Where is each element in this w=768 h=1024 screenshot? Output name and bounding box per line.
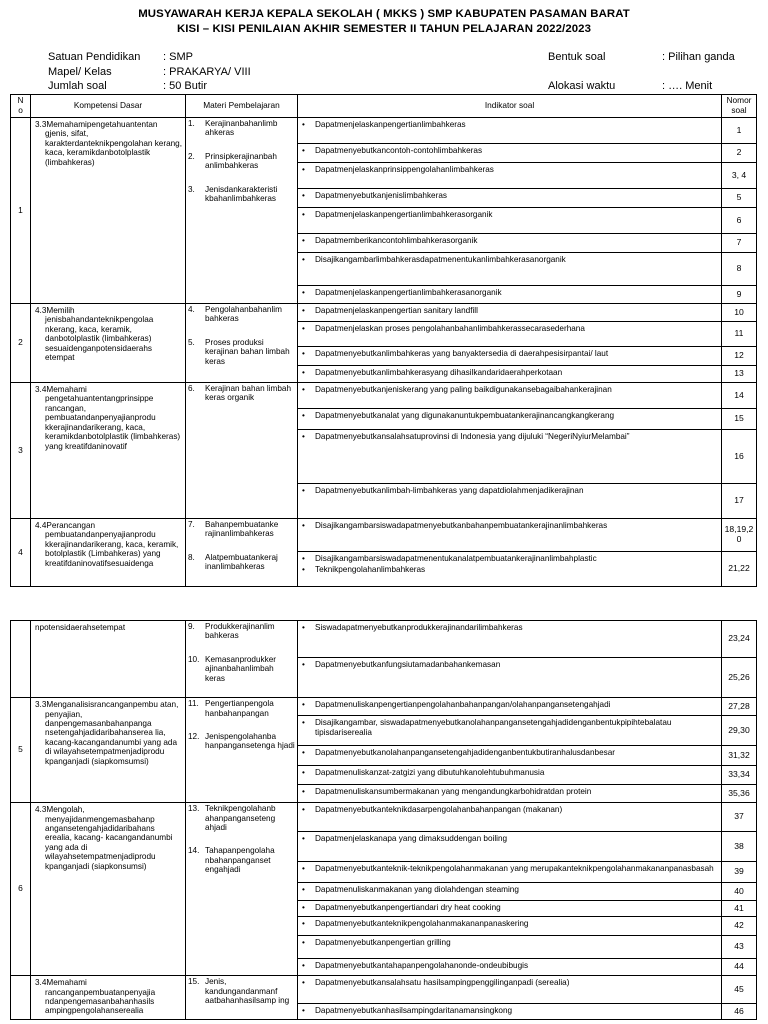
nomor-soal: 29,30 [722,716,757,746]
indikator-cell [298,917,722,936]
bullet-icon: • [302,521,305,530]
indikator-cell [298,1003,722,1020]
indikator-text: Dapatmenuliskanpengertianpengolahanbahanpangan/olahanpangansetengahjadi [315,700,611,710]
bullet-icon: • [302,288,305,297]
indikator-cell [298,234,722,253]
materi-cell [186,803,298,976]
indikator-item [302,366,719,377]
nomor-soal: 8 [722,253,757,286]
materi-cell [186,976,298,1020]
indikator-cell [298,901,722,917]
indikator-cell [298,746,722,766]
materi-text: Produkkerajinanlim bahkeras [205,622,275,641]
kompetensi-dasar-cell [31,383,186,519]
bullet-icon: • [302,768,305,778]
bullet-icon: • [302,787,305,797]
nomor-soal: 42 [722,917,757,936]
indikator-item [302,698,719,709]
indikator-cell [298,118,722,144]
nomor-soal: 38 [722,832,757,862]
table-header-row [11,95,757,118]
indikator-cell [298,409,722,430]
indikator-text: Disajikangambarlimbahkerasdapatmenentukanlimbahkerasanorganik [315,255,566,264]
indikator-item [302,163,719,174]
bentuk-value: : Pilihan ganda [662,51,735,63]
jumlah-value: : 50 Butir [163,80,208,92]
column-header-no: N o [11,95,31,118]
indikator-item [302,658,719,669]
kompetensi-dasar-text: 3.3Menganalisisrancanganpembu atan, penyajian, danpengemasanbahanpanga nsetengahjadidaribahanserea lia, kacang-kacangandanumbi yang ada di wilayahsetempatmenjadiprodu kpanganjadi (siapkomsumsi) [35,700,179,766]
indikator-item [302,746,719,757]
materi-item [188,622,295,641]
document-subtitle: KISI – KISI PENILAIAN AKHIR SEMESTER II TAHUN PELAJARAN 2022/2023 [176,23,592,35]
materi-text: Alatpembuatankeraj inanlimbahkeras [205,552,278,572]
group-number: 1 [11,118,31,304]
kompetensi-dasar-text: 4.4Perancangan pembuatandanpenyajianprodu kkerajinandarikerang, kaca, keramik, botolplastik (Limbahkeras) yang kreatifdaninovatifsesuaidenga [35,521,179,568]
indikator-item [302,862,719,873]
materi-number: 2. [188,151,195,161]
nomor-soal: 46 [722,1003,757,1020]
indikator-cell [298,959,722,976]
materi-text: Tahapanpengolaha nbahanpanganset engahjadi [205,846,275,875]
bullet-icon: • [302,255,305,264]
materi-number: 12. [188,731,200,741]
column-header-indikator: Indikator soal [298,95,722,118]
indikator-item [302,189,719,200]
indikator-item [302,936,719,947]
materi-text: Teknikpengolahanb ahanpanganseteng ahjadi [205,804,276,832]
materi-number: 8. [188,552,195,562]
table-row [11,304,757,322]
group-number: 4 [11,519,31,587]
indikator-text: Dapatmenyebutkanteknikdasarpengolahanbahanpangan (makanan) [315,805,563,815]
materi-text: Pengertianpengola hanbahanpangan [205,699,274,718]
materi-item [188,553,295,572]
indikator-text: Dapatmenjelaskanpengertianlimbahkerasorganik [315,210,493,219]
materi-item [188,185,295,204]
indikator-item [302,322,719,333]
bullet-icon: • [302,834,305,844]
indikator-text: Dapatmenyebutkanteknikpengolahanmakananpanaskering [315,919,529,929]
bullet-icon: • [302,165,305,174]
document-title: MUSYAWARAH KERJA KEPALA SEKOLAH ( MKKS ) SMP KABUPATEN PASAMAN BARAT [138,8,630,20]
kompetensi-dasar-cell [31,803,186,976]
table-row [11,976,757,1004]
nomor-soal: 6 [722,208,757,234]
indikator-text: Dapatmenyebutkantahapanpengolahanonde-ondeubibugis [315,961,529,971]
satuan-value: : SMP [163,51,193,63]
indikator-text: Dapatmenuliskanzat-zatgizi yang dibutuhkanolehtubuhmanusia [315,768,545,778]
nomor-soal: 44 [722,959,757,976]
indikator-cell [298,208,722,234]
mapel-value: : PRAKARYA/ VIII [163,66,251,78]
indikator-cell [298,430,722,484]
nomor-soal: 43 [722,936,757,959]
indikator-item [302,883,719,894]
nomor-soal: 45 [722,976,757,1004]
indikator-text: Dapatmenyebutkansalahsatu hasilsampingpenggilinganpadi (serealia) [315,978,570,988]
bullet-icon: • [302,903,305,913]
bullet-icon: • [302,805,305,815]
nomor-soal: 40 [722,883,757,901]
bullet-icon: • [302,748,305,758]
bentuk-label: Bentuk soal [548,51,606,63]
materi-text: Kemasanprodukker ajinanbahanlimbah keras [205,654,276,683]
bullet-icon: • [302,368,305,377]
nomor-soal: 15 [722,409,757,430]
table-row [11,118,757,144]
materi-text: Bahanpembuatanke rajinanlimbahkeras [205,520,279,539]
bullet-icon: • [302,623,305,632]
group-number: 3 [11,383,31,519]
indikator-cell [298,716,722,746]
materi-item [188,305,295,324]
nomor-soal: 9 [722,286,757,304]
materi-number: 15. [188,977,200,987]
indikator-text: Disajikangambarsiswadapatmenyebutkanbahanpembuatankerajinanlimbahkeras [315,521,608,530]
indikator-cell [298,253,722,286]
materi-item [188,655,295,683]
materi-text: Pengolahanbahanlim bahkeras [205,305,282,324]
indikator-item [302,253,719,264]
indikator-text: Dapatmenyebutkanfungsiutamadanbahankemasan [315,660,501,670]
kisi-table-page-2 [10,620,757,1020]
indikator-text: Dapatmenjelaskan proses pengolahanbahanlimbahkerassecarasederhana [315,324,585,333]
nomor-soal: 17 [722,484,757,519]
indikator-cell [298,552,722,587]
nomor-soal: 3, 4 [722,163,757,189]
indikator-cell [298,976,722,1004]
indikator-cell [298,785,722,803]
materi-item [188,520,295,539]
materi-text: Jenisdankarakteristi kbahanlimbahkeras [205,184,278,204]
indikator-cell [298,803,722,832]
kompetensi-dasar-text: 3.4Memahami pengetahuantentangprinsippe rancangan, pembuatandanpenyajianprodu kkerajinandarikerang, kaca, keramikdanbotolplastik (limbahkeras) yang kreatifdaninovatif [35,385,181,451]
bullet-icon: • [302,120,305,129]
indikator-text: Dapatmenyebutkansalahsatuprovinsi di Indonesia yang dijuluki “NegeriNyiurMelambai” [315,432,630,441]
materi-item [188,846,295,874]
indikator-item [302,901,719,912]
indikator-item [302,144,719,155]
indikator-cell [298,936,722,959]
indikator-cell [298,862,722,883]
indikator-cell [298,658,722,698]
indikator-item [302,286,719,297]
materi-number: 7. [188,520,195,529]
indikator-text: Dapatmenjelaskanpengertian sanitary landfill [315,306,478,315]
group-number [11,621,31,698]
indikator-cell [298,144,722,163]
table-row [11,383,757,409]
materi-item [188,152,295,171]
bullet-icon: • [302,718,305,728]
nomor-soal: 14 [722,383,757,409]
indikator-cell [298,347,722,366]
table-row [11,803,757,832]
indikator-cell [298,698,722,716]
materi-item [188,732,295,751]
bullet-icon: • [302,210,305,219]
materi-text: Kerajinan bahan limbah keras organik [205,384,292,403]
materi-text: Proses produksi kerajinan bahan limbah keras [205,337,290,366]
nomor-soal: 13 [722,366,757,383]
indikator-text: Dapatmemberikancontohlimbahkerasorganik [315,236,478,245]
materi-text: Jenis, kandungandanmanf aatbahanhasilsamp ing [205,977,290,1005]
bullet-icon: • [302,938,305,948]
bullet-icon: • [302,961,305,971]
nomor-soal: 41 [722,901,757,917]
indikator-item [302,1004,719,1015]
materi-number: 14. [188,846,200,856]
materi-number: 5. [188,337,195,347]
indikator-text: Dapatmenyebutkanteknik-teknikpengolahanmakanan yang merupakanteknikpengolahanmakananpanasbasah [315,864,714,874]
indikator-item [302,803,719,814]
materi-text: Jenispengolahanba hanpangansetenga hjadi [205,731,295,751]
kompetensi-dasar-text: 4.3Memilih jenisbahandanteknikpengolaa nkerang, kaca, keramik, danbotolplastik (limbahkeras) sesuaidenganpotensidaerahs etempat [35,306,154,363]
indikator-text: Disajikangambarsiswadapatmenentukanalatpembuatankerajinanlimbahplastic [315,554,597,563]
indikator-text: Dapatmenjelaskanpengertianlimbahkeras [315,120,466,129]
materi-cell [186,621,298,698]
bullet-icon: • [302,324,305,333]
bullet-icon: • [302,385,305,394]
group-number: 5 [11,698,31,803]
indikator-item [302,832,719,843]
bullet-icon: • [302,306,305,315]
nomor-soal: 12 [722,347,757,366]
indikator-item [302,409,719,420]
materi-number: 4. [188,305,195,314]
bullet-icon: • [302,146,305,155]
indikator-text: Dapatmenyebutkanalat yang digunakanuntukpembuatankerajinancangkangkerang [315,411,615,420]
bullet-icon: • [302,236,305,245]
indikator-item [302,917,719,928]
indikator-cell [298,766,722,785]
indikator-item [302,304,719,315]
indikator-text: Dapatmenyebutkanlimbah-limbahkeras yang dapatdiolahmenjadikerajinan [315,486,584,495]
indikator-item [302,347,719,358]
kompetensi-dasar-cell [31,304,186,383]
indikator-cell [298,189,722,208]
nomor-soal: 11 [722,322,757,347]
indikator-text: Dapatmenyebutkancontoh-contohlimbahkeras [315,146,483,155]
indikator-text: Dapatmenyebutkanjeniskerang yang paling baikdigunakansebagaibahankerajinan [315,385,612,394]
bullet-icon: • [302,554,305,563]
indikator-text: Dapatmenjelaskanapa yang dimaksuddengan boiling [315,834,508,844]
alokasi-label: Alokasi waktu [548,80,616,92]
indikator-cell [298,322,722,347]
kompetensi-dasar-text: 3.3Memahamipengetahuantentan gjenis, sifat, karakterdanteknikpengolahan kerang, kaca, keramikdanbotolplastik (limbahkeras) [35,120,183,167]
indikator-text: Dapatmenyebutkanlimbahkeras yang banyaktersedia di daerahpesisirpantai/ laut [315,349,609,358]
indikator-item [302,552,719,563]
column-header-kompetensi: Kompetensi Dasar [31,95,186,118]
nomor-soal: 10 [722,304,757,322]
indikator-cell [298,304,722,322]
materi-cell [186,519,298,587]
indikator-item [302,785,719,796]
indikator-text: Disajikangambar, siswadapatmenyebutkanolahanpangansetengahjadidenganbentukpipihtebalatau tipisdariserealia [315,718,672,737]
indikator-text: Dapatmenuliskanmakanan yang diolahdengan steaming [315,885,519,895]
nomor-soal: 23,24 [722,621,757,658]
materi-cell [186,698,298,803]
materi-number: 6. [188,384,195,393]
indikator-item [302,976,719,987]
materi-text: Kerajinanbahanlimb ahkeras [205,119,278,138]
nomor-soal: 37 [722,803,757,832]
satuan-label: Satuan Pendidikan [48,51,141,63]
materi-number: 10. [188,654,200,664]
nomor-soal: 5 [722,189,757,208]
column-header-nomor: Nomor soal [722,95,757,118]
indikator-cell [298,383,722,409]
kisi-table-page-1 [10,94,757,587]
indikator-item [302,383,719,394]
nomor-soal: 35,36 [722,785,757,803]
bullet-icon: • [302,919,305,929]
bullet-icon: • [302,411,305,420]
nomor-soal: 39 [722,862,757,883]
jumlah-label: Jumlah soal [48,80,107,92]
indikator-item [302,959,719,970]
nomor-soal: 31,32 [722,746,757,766]
indikator-text: Dapatmenjelaskanpengertianlimbahkerasanorganik [315,288,502,297]
bullet-icon: • [302,700,305,710]
group-number: 2 [11,304,31,383]
indikator-item [302,484,719,495]
kompetensi-dasar-cell [31,698,186,803]
kompetensi-dasar-text: 3.4Memahami rancanganpembuatanpenyajia ndanpengemasanbahanhasils ampingpengolahanserealia [35,978,156,1016]
kompetensi-dasar-cell [31,519,186,587]
kompetensi-dasar-cell [31,976,186,1020]
indikator-cell [298,519,722,552]
group-number [11,976,31,1020]
materi-number: 9. [188,622,195,631]
indikator-item [302,430,719,441]
materi-cell [186,304,298,383]
materi-number: 13. [188,804,200,814]
materi-cell [186,118,298,304]
kompetensi-dasar-text: 4.3Mengolah, menyajidanmengemasbahanp angansetengahjadidaribahans erealia, kacang- kacangandanumbi yang ada di wilayahsetempatmenjadiprodu kpanganjadi (siapkonsumsi) [35,805,173,871]
nomor-soal: 21,22 [722,552,757,587]
indikator-text: Siswadapatmenyebutkanprodukkerajinandarilimbahkeras [315,623,523,632]
bullet-icon: • [302,349,305,358]
indikator-text: Dapatmenjelaskanprinsippengolahanlimbahkeras [315,165,494,174]
bullet-icon: • [302,660,305,670]
materi-item [188,804,295,832]
indikator-text: Dapatmenuliskansumbermakanan yang mengandungkarbohidratdan protein [315,787,592,797]
column-header-materi: Materi Pembelajaran [186,95,298,118]
bullet-icon: • [302,885,305,895]
indikator-text: Dapatmenyebutkanhasilsampingdaritanamansingkong [315,1005,513,1015]
indikator-item [302,118,719,129]
table-row [11,621,757,658]
materi-item [188,338,295,366]
materi-item [188,384,295,403]
materi-number: 11. [188,699,199,709]
indikator-item [302,519,719,530]
bullet-icon: • [302,864,305,874]
bullet-icon: • [302,432,305,441]
nomor-soal: 16 [722,430,757,484]
indikator-item [302,766,719,777]
indikator-cell [298,883,722,901]
mapel-label: Mapel/ Kelas [48,66,112,78]
indikator-cell [298,484,722,519]
group-number: 6 [11,803,31,976]
indikator-text: Dapatmenyebutkanolahanpangansetengahjadidenganbentukbutiranhalusdanbesar [315,748,615,758]
indikator-cell [298,832,722,862]
table-row [11,698,757,716]
indikator-text: Dapatmenyebutkanjenislimbahkeras [315,191,447,200]
indikator-item [302,208,719,219]
indikator-cell [298,621,722,658]
nomor-soal: 25,26 [722,658,757,698]
materi-item [188,977,295,1005]
bullet-icon: • [302,1005,305,1015]
bullet-icon: • [302,565,305,575]
indikator-text: Dapatmenyebutkanpengertiandari dry heat cooking [315,903,501,913]
nomor-soal: 27,28 [722,698,757,716]
indikator-cell [298,163,722,189]
alokasi-value: : …. Menit [662,80,713,92]
nomor-soal: 2 [722,144,757,163]
indikator-text: Dapatmenyebutkanlimbahkerasyang dihasilkandaridaerahperkotaan [315,368,563,377]
nomor-soal: 7 [722,234,757,253]
nomor-soal: 33,34 [722,766,757,785]
indikator-cell [298,286,722,304]
nomor-soal: 1 [722,118,757,144]
materi-text: Prinsipkerajinanbah anlimbahkeras [205,151,277,171]
materi-item [188,699,295,718]
indikator-text: Dapatmenyebutkanpengertian grilling [315,938,451,948]
bullet-icon: • [302,978,305,988]
indikator-item [302,716,719,737]
bullet-icon: • [302,191,305,200]
indikator-item [302,234,719,245]
indikator-item [302,563,719,574]
materi-item [188,119,295,138]
materi-cell [186,383,298,519]
indikator-cell [298,366,722,383]
table-row [11,519,757,552]
indikator-text: Teknikpengolahanlimbahkeras [315,565,426,575]
indikator-item [302,621,719,632]
nomor-soal: 18,19,2 0 [722,519,757,552]
materi-number: 3. [188,184,195,194]
kompetensi-dasar-cell [31,621,186,698]
kompetensi-dasar-cell [31,118,186,304]
kompetensi-dasar-text: npotensidaerahsetempat [35,623,126,632]
materi-number: 1. [188,119,195,128]
bullet-icon: • [302,486,305,495]
